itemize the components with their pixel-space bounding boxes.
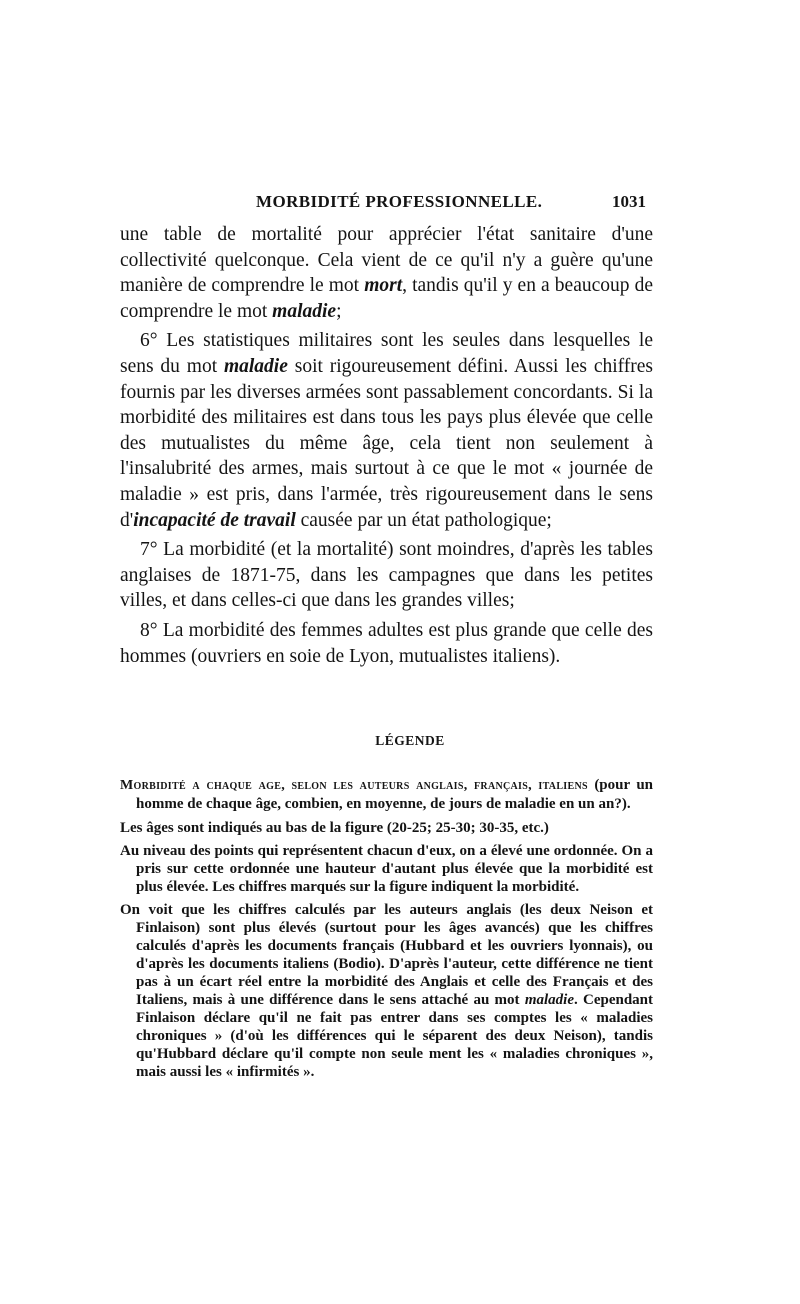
running-title: MORBIDITÉ PROFESSIONNELLE. — [256, 192, 543, 211]
legend-caption — [120, 776, 653, 813]
paragraph-point-6 — [120, 328, 653, 533]
emphasis-maladie: maladie — [223, 355, 288, 377]
legend-section — [120, 776, 653, 1086]
legend-caption-rest: (pour un homme de chaque âge, combien, en moyenne, de jours de maladie en un an?). — [136, 777, 654, 812]
text-run: ; — [336, 300, 342, 322]
text-run: . Cependant Finlaison déclare qu'il ne fait pas entrer dans ses comptes les « maladies chroniques » (d'où les différences qui le séparent des deux Neison), tandis qu'Hubbard déclare qu'il compte non seule ment les « maladies chroniques », mais aussi les « infirmités ». — [136, 992, 654, 1080]
legend-ages: Les âges sont indiqués au bas de la figure (20-25; 25-30; 30-35, etc.) — [120, 820, 549, 836]
legend-heading: LÉGENDE — [375, 733, 445, 748]
legend-points: Au niveau des points qui représentent chacun d'eux, on a élevé une ordonnée. On a pris sur cette ordonnée une hauteur d'autant plus élevée que la morbidité est plus élevée. Les chiffres marqués sur la figure indiquent la morbidité. — [120, 843, 653, 895]
text-run: une table de mortalité pour apprécier l'état sanitaire d'une collectivité quelconque. Cela vient de ce qu'il n'y a guère qu'une manière de comprendre le mot — [120, 224, 653, 297]
text-run: 6° Les statistiques militaires sont les seules dans lesquelles le sens du mot — [120, 330, 653, 377]
emphasis-maladie: maladie — [272, 300, 337, 322]
text-run: causée par un état pathologique; — [300, 509, 552, 531]
legend-comparison — [120, 901, 653, 1081]
emphasis-maladie: maladie — [524, 992, 574, 1008]
text-run: soit rigoureusement défini. Aussi les chiffres fournis par les diverses armées sont passablement concordants. Si la morbidité des militaires est dans tous les pays plus élevée que celle des mutualistes du même âge, cela tient non seulement à l'insalubrité des armes, mais surtout à ce que le mot « journée de maladie » est pris, dans l'armée, très rigoureusement dans le sens d' — [120, 355, 654, 531]
paragraph-point-8: 8° La morbidité des femmes adultes est plus grande que celle des hommes (ouvriers en soie de Lyon, mutualistes italiens). — [120, 619, 653, 667]
running-head — [120, 192, 650, 216]
body-text — [120, 222, 653, 669]
text-run: On voit que les chiffres calculés par les auteurs anglais (les deux Neison et Finlaison) sont plus élevés (surtout pour les âges avancés) que les chiffres calculés d'après les documents français (Hubbard et les ouvriers lyonnais), ou d'après les documents italiens (Bodio). D'après l'auteur, cette différence ne tient pas à un écart réel entre la morbidité des Anglais et celle des Français et des Italiens, mais à une différence dans le sens attaché au mot — [120, 902, 653, 1008]
text-run: , tandis qu'il y en a beaucoup de comprendre le mot — [120, 275, 653, 322]
paragraph-continuation — [120, 222, 653, 324]
paragraph-point-7: 7° La morbidité (et la mortalité) sont moindres, d'après les tables anglaises de 1871-75, dans les campagnes que dans les petites villes, et dans celles-ci que dans les grandes villes; — [120, 539, 653, 612]
page-number: 1031 — [612, 192, 646, 211]
emphasis-incapacite: incapacité de travail — [133, 509, 296, 531]
legend-caption-caps: Morbidité a chaque age, selon les auteurs anglais, français, italiens — [120, 778, 588, 793]
emphasis-mort: mort — [364, 275, 403, 297]
